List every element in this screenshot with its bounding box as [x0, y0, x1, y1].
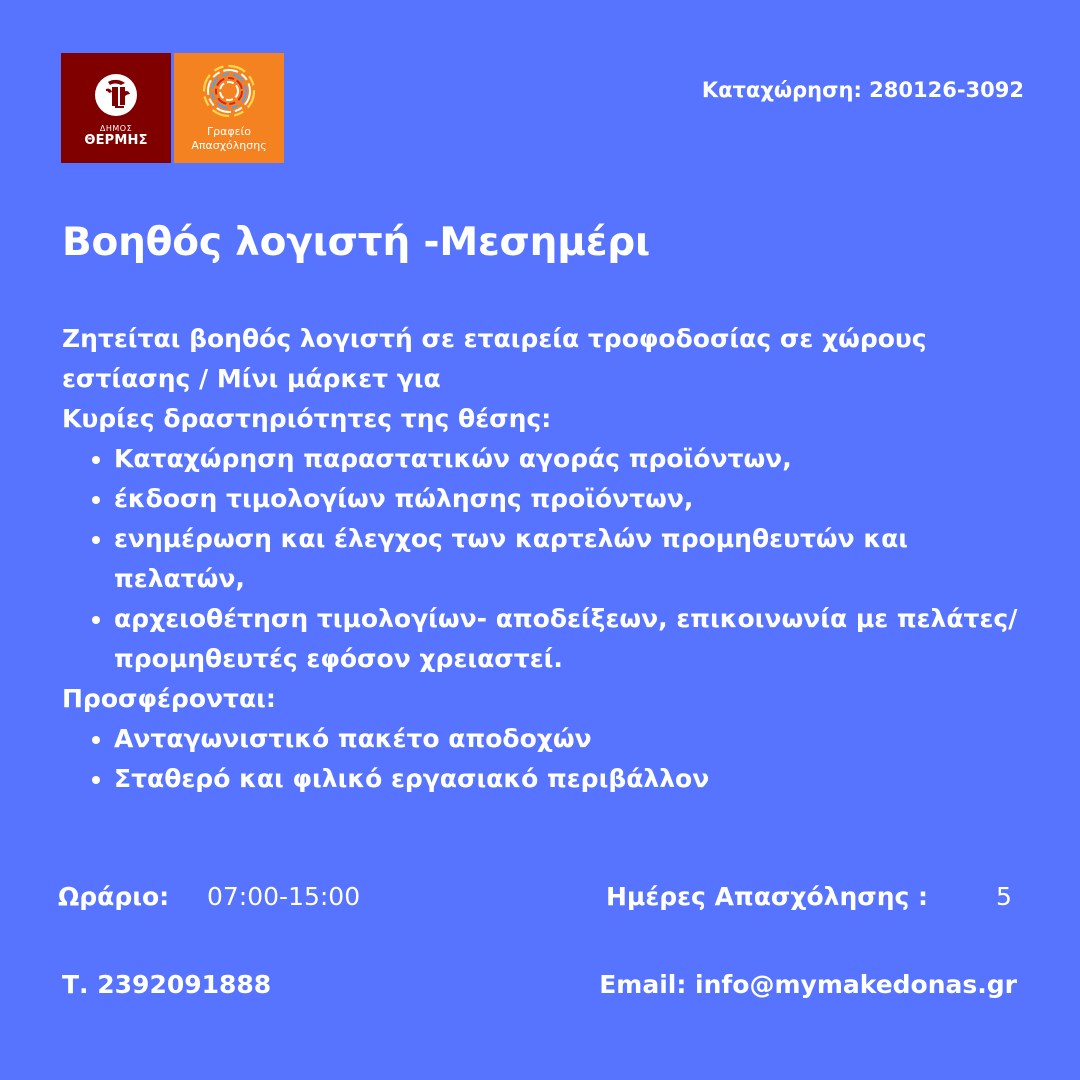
phone-number: Τ. 2392091888 — [62, 970, 272, 999]
hours-label: Ωράριο: — [58, 882, 170, 911]
benefit-item: • Ανταγωνιστικό πακέτο αποδοχών — [114, 719, 1022, 759]
thermi-emblem-icon — [94, 71, 138, 123]
benefits-heading: Προσφέρονται: — [62, 684, 276, 713]
registration-number: Καταχώρηση: 280126-3092 — [701, 78, 1024, 102]
municipality-logo-small-text: ΔΗΜΟΣ — [99, 124, 133, 133]
concentric-circles-icon — [199, 61, 259, 125]
municipality-logo — [61, 53, 171, 163]
email-address: Email: info@mymakedonas.gr — [599, 970, 1017, 999]
municipality-logo-name: ΘΕΡΜΗΣ — [84, 133, 148, 148]
employment-days-label: Ημέρες Απασχόλησης : — [606, 882, 929, 911]
benefit-item: • Σταθερό και φιλικό εργασιακό περιβάλλον — [114, 759, 1022, 799]
employment-office-logo — [174, 53, 284, 163]
employment-office-line-2: Απασχόλησης — [191, 139, 267, 152]
activities-list — [62, 439, 1022, 679]
employment-office-line-1: Γραφείο — [206, 125, 252, 138]
activity-item: • ενημέρωση και έλεγχος των καρτελών προμηθευτών και πελατών, — [114, 519, 1022, 599]
activity-item: • έκδοση τιμολογίων πώλησης προϊόντων, — [114, 479, 1022, 519]
activity-item: • Καταχώρηση παραστατικών αγοράς προϊόντων, — [114, 439, 1022, 479]
hours-value: 07:00-15:00 — [207, 882, 361, 911]
job-description — [62, 319, 1022, 799]
benefits-list — [62, 719, 1022, 799]
activity-item: • αρχειοθέτηση τιμολογίων- αποδείξεων, επικοινωνία με πελάτες/προμηθευτές εφόσον χρειαστεί. — [114, 599, 1022, 679]
job-title: Βοηθός λογιστή -Μεσημέρι — [62, 220, 650, 265]
activities-heading: Κυρίες δραστηριότητες της θέσης: — [62, 404, 552, 433]
employment-days-value: 5 — [996, 882, 1012, 911]
job-intro: Ζητείται βοηθός λογιστή σε εταιρεία τροφοδοσίας σε χώρους εστίασης / Μίνι μάρκετ για — [62, 324, 927, 393]
